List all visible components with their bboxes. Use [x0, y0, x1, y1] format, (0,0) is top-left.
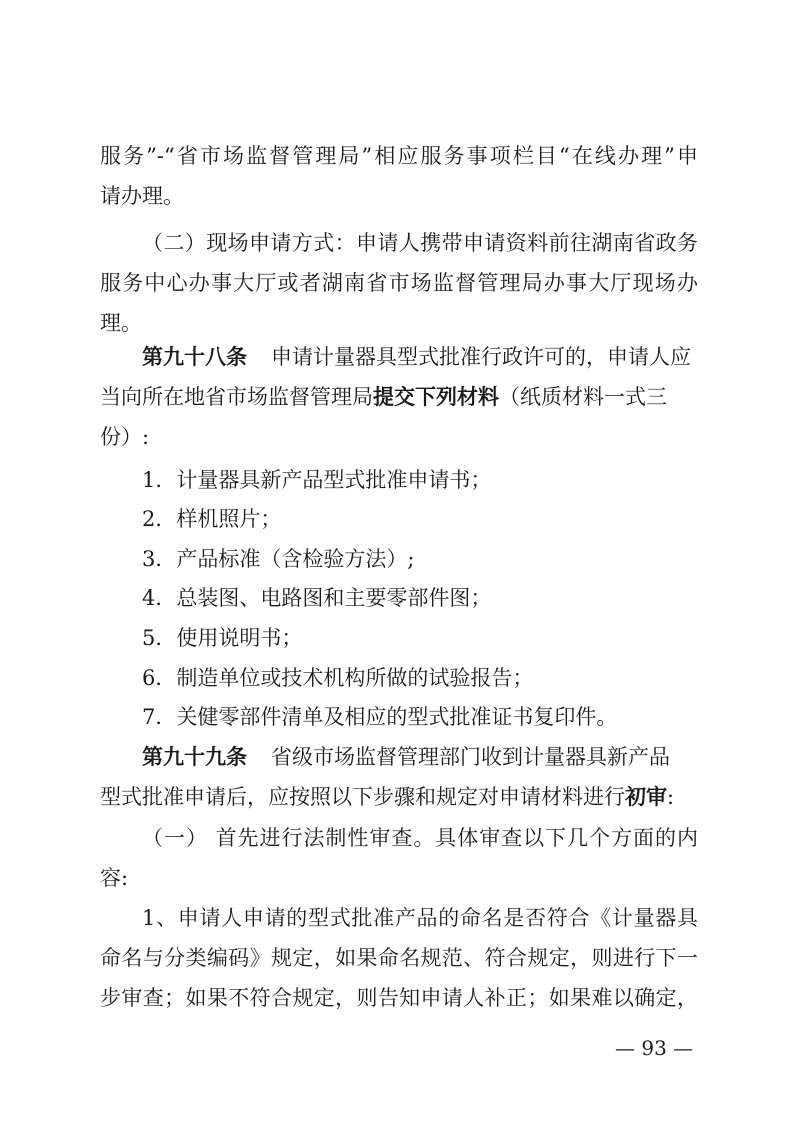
article-heading: 第九十九条 [142, 744, 247, 769]
paragraph-line: 理。 [100, 311, 142, 335]
article-text: 申请计量器具型式批准行政许可的，申请人应 [271, 345, 691, 369]
paragraph-line: 容: [100, 866, 129, 890]
article-text: （纸质材料一式三 [499, 385, 667, 409]
list-item: 6．制造单位或技术机构所做的试验报告； [142, 666, 534, 690]
list-item: 2．样机照片； [142, 507, 282, 531]
list-item: 4．总装图、电路图和主要零部件图； [142, 586, 492, 610]
article-text: 当向所在地省市场监督管理局 [100, 385, 373, 409]
paragraph-line: 步审查；如果不符合规定，则告知申请人补正；如果难以确定， [100, 986, 698, 1010]
article-heading: 第九十八条 [142, 344, 247, 369]
paragraph-line: 请办理。 [100, 184, 184, 208]
paragraph-line: 份）: [100, 425, 150, 449]
paragraph-line: 服务”-“省市场监督管理局”相应服务事项栏目“在线办理”申 [100, 144, 698, 168]
page-number: — 93 — [615, 1036, 694, 1060]
list-item: 1．计量器具新产品型式批准申请书； [142, 468, 492, 492]
list-item: 7．关健零部件清单及相应的型式批准证书复印件。 [142, 705, 618, 729]
paragraph-line: （一） 首先进行法制性审查。具体审查以下几个方面的内 [142, 826, 698, 850]
article-text: 型式批准申请后，应按照以下步骤和规定对申请材料进行 [100, 785, 625, 809]
paragraph-line: （二）现场申请方式：申请人携带申请资料前往湖南省政务 [142, 231, 698, 255]
article-98-line-1 [142, 343, 698, 371]
article-text: 省级市场监督管理部门收到计量器具新产品 [271, 745, 670, 769]
article-99-line-1 [142, 743, 698, 771]
article-98-line-2 [100, 383, 698, 411]
paragraph-line: 命名与分类编码》规定，如果命名规范、符合规定，则进行下一 [100, 946, 698, 970]
emphasis-text: 初审 [625, 784, 667, 809]
article-99-line-2 [100, 783, 698, 811]
list-item: 3．产品标准（含检验方法）; [142, 547, 415, 571]
list-item: 5．使用说明书； [142, 626, 303, 650]
emphasis-text: 提交下列材料 [373, 384, 499, 409]
paragraph-line: 服务中心办事大厅或者湖南省市场监督管理局办事大厅现场办 [100, 271, 698, 295]
paragraph-line: 1、申请人申请的型式批准产品的命名是否符合《计量器具 [142, 906, 698, 930]
article-text: : [667, 785, 675, 809]
